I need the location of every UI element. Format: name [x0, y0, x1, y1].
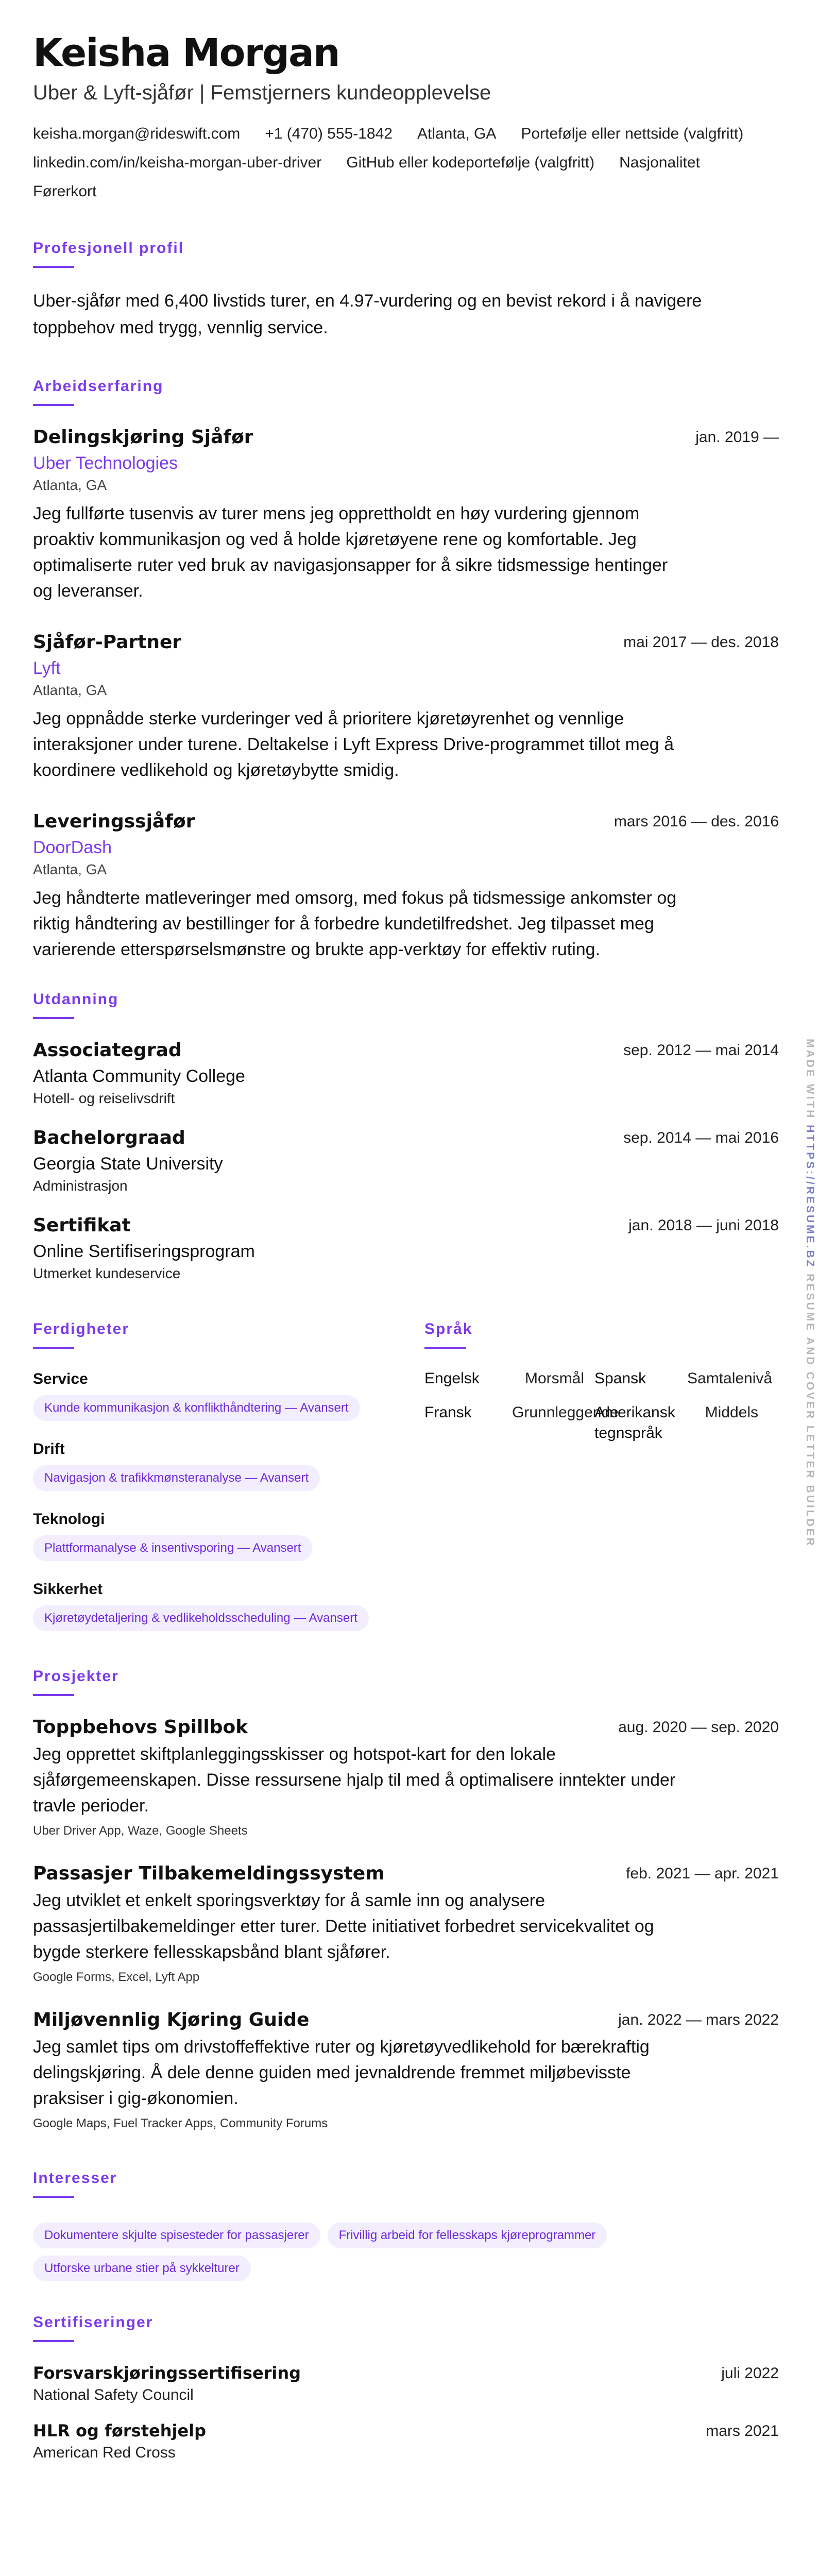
section-divider: [33, 1694, 74, 1696]
job-location: Atlanta, GA: [33, 682, 107, 698]
school: Online Sertifiseringsprogram: [33, 1242, 255, 1261]
job-location: Atlanta, GA: [33, 477, 107, 493]
profile-section: [33, 238, 779, 341]
projects-section: [33, 1666, 779, 2133]
project-title: Passasjer Tilbakemeldingssystem: [33, 1863, 385, 1884]
section-heading: Profesjonell profil: [33, 240, 184, 257]
contact-drivers-license: Førerkort: [33, 183, 97, 200]
section-heading: Språk: [424, 1320, 473, 1337]
resume-content: [33, 31, 779, 2477]
section-heading: Sertifiseringer: [33, 2314, 154, 2331]
skill-category: Service: [33, 1370, 88, 1387]
job-title: Leveringssjåfør: [33, 811, 195, 832]
certification-title: Forsvarskjøringssertifisering: [33, 2363, 301, 2383]
language-name: Fransk: [424, 1404, 472, 1421]
project-keywords: Google Forms, Excel, Lyft App: [33, 1970, 200, 1984]
candidate-title: Uber & Lyft-sjåfør | Femstjerners kundeopplevelse: [33, 81, 491, 104]
school: Georgia State University: [33, 1154, 223, 1174]
education-entry: [33, 1214, 779, 1284]
language-level: Middels: [705, 1404, 758, 1421]
certification-issuer: American Red Cross: [33, 2444, 176, 2461]
interest-chip: Utforske urbane stier på sykkelturer: [33, 2256, 251, 2281]
project-dates: aug. 2020 — sep. 2020: [618, 1719, 779, 1736]
employer: Uber Technologies: [33, 453, 178, 473]
interest-chip: Dokumentere skjulte spisesteder for passasjerer: [33, 2223, 320, 2248]
contact-phone[interactable]: +1 (470) 555-1842: [265, 125, 393, 142]
skill-category: Teknologi: [33, 1511, 105, 1528]
skills-languages-row: [33, 1319, 779, 1649]
project-keywords: Google Maps, Fuel Tracker Apps, Community Forums: [33, 2116, 328, 2130]
interest-chip: Frivillig arbeid for fellesskaps kjøreprogrammer: [328, 2223, 607, 2248]
education-dates: jan. 2018 — juni 2018: [628, 1217, 779, 1234]
skill-group: [33, 1579, 424, 1649]
certification-issuer: National Safety Council: [33, 2386, 194, 2403]
project-title: Miljøvennlig Kjøring Guide: [33, 2009, 310, 2030]
education-entry: [33, 1039, 779, 1109]
section-heading: Interesser: [33, 2170, 117, 2187]
language-level: Morsmål: [524, 1370, 584, 1387]
job-description: Jeg håndterte matleveringer med omsorg, med fokus på tidsmessige ankomster og riktig håndtering av bestillinger for å forbedre kundetilfredshet. Jeg tilpasset meg varierende etterspørselsmønstre og brukte app-verktøy for effektiv ruting.: [33, 888, 677, 959]
contact-email[interactable]: keisha.morgan@rideswift.com: [33, 125, 241, 142]
language-name: Amerikansk tegnspråk: [594, 1404, 675, 1442]
project-dates: jan. 2022 — mars 2022: [618, 2011, 779, 2028]
school: Atlanta Community College: [33, 1066, 245, 1086]
language-list: [424, 1368, 779, 1444]
field-of-study: Administrasjon: [33, 1178, 128, 1194]
skill-group: [33, 1368, 424, 1438]
language-name: Spansk: [594, 1370, 646, 1387]
job-dates: mars 2016 — des. 2016: [614, 813, 779, 830]
contact-portfolio[interactable]: Portefølje eller nettside (valgfritt): [521, 125, 744, 142]
contact-location: Atlanta, GA: [417, 125, 497, 142]
section-divider: [33, 2196, 74, 2198]
interests-section: [33, 2168, 779, 2283]
section-heading: Arbeidserfaring: [33, 378, 164, 395]
job-dates: jan. 2019 —: [695, 429, 779, 446]
job-title: Delingskjøring Sjåfør: [33, 427, 253, 448]
contact-linkedin[interactable]: linkedin.com/in/keisha-morgan-uber-driver: [33, 154, 322, 171]
skill-chip: Kjøretøydetaljering & vedlikeholdsscheduling — Avansert: [33, 1605, 369, 1631]
education-dates: sep. 2012 — mai 2014: [623, 1042, 779, 1059]
certification-date: juli 2022: [721, 2365, 779, 2382]
contact-list: [33, 123, 779, 203]
section-divider: [33, 266, 74, 268]
section-divider: [33, 2340, 74, 2342]
watermark-prefix: MADE WITH: [804, 1039, 816, 1120]
project-entry: [33, 1716, 779, 1840]
language-name: Engelsk: [424, 1370, 480, 1387]
watermark-link[interactable]: HTTPS://RESUME.BZ: [804, 1125, 816, 1269]
project-description: Jeg samlet tips om drivstoffeffektive ruter og kjøretøyvedlikehold for bærekraftig delingskjøring. Å dele denne guiden med jevnaldrende fremmet miljøbevisste praksiser i gig-økonomien.: [33, 2037, 650, 2108]
section-divider: [424, 1347, 466, 1349]
skill-category: Drift: [33, 1440, 65, 1458]
contact-github[interactable]: GitHub eller kodeportefølje (valgfritt): [346, 154, 595, 171]
skill-group: [33, 1438, 424, 1509]
skill-chip: Navigasjon & trafikkmønsteranalyse — Avansert: [33, 1465, 320, 1491]
field-of-study: Hotell- og reiselivsdrift: [33, 1090, 175, 1106]
job-dates: mai 2017 — des. 2018: [623, 634, 779, 651]
skill-group: [33, 1509, 424, 1579]
job-location: Atlanta, GA: [33, 861, 107, 877]
section-divider: [33, 1347, 74, 1349]
project-entry: [33, 1862, 779, 1987]
certification-entry: [33, 2362, 779, 2406]
experience-entry: [33, 810, 779, 962]
experience-entry: [33, 631, 779, 783]
employer: Lyft: [33, 658, 61, 678]
skill-chip: Plattformanalyse & insentivsporing — Avansert: [33, 1535, 312, 1561]
education-section: [33, 989, 779, 1284]
experience-section: [33, 376, 779, 962]
employer: DoorDash: [33, 838, 112, 857]
degree: Sertifikat: [33, 1215, 131, 1236]
skills-section: [33, 1319, 424, 1649]
contact-nationality: Nasjonalitet: [619, 154, 700, 171]
degree: Bachelorgraad: [33, 1127, 185, 1148]
section-divider: [33, 404, 74, 406]
job-description: Jeg oppnådde sterke vurderinger ved å prioritere kjøretøyrenhet og vennlige interaksjoner under turene. Deltakelse i Lyft Express Drive-programmet tillot meg å koordinere vedlikehold og kjøretøybytte smidig.: [33, 709, 674, 780]
field-of-study: Utmerket kundeservice: [33, 1265, 181, 1281]
project-keywords: Uber Driver App, Waze, Google Sheets: [33, 1824, 248, 1838]
resume-header: [33, 31, 779, 203]
project-description: Jeg opprettet skiftplanleggingsskisser og hotspot-kart for den lokale sjåførgemeenskapen. Disse ressursene hjalp til med å optimalisere inntekter under travle perioder.: [33, 1744, 676, 1816]
project-entry: [33, 2008, 779, 2133]
project-description: Jeg utviklet et enkelt sporingsverktøy for å samle inn og analysere passasjertilbakemeldinger etter turer. Dette initiativet forbedret servicekvalitet og bygde sterkere fellesskapsbånd blant sjåfører.: [33, 1891, 654, 1962]
language-level: Grunnleggende: [512, 1404, 619, 1421]
builder-watermark: [804, 1039, 816, 1548]
section-heading: Ferdigheter: [33, 1320, 130, 1337]
experience-entry: [33, 426, 779, 604]
languages-section: [424, 1319, 779, 1649]
certification-entry: [33, 2419, 779, 2464]
interest-list: [33, 2217, 779, 2283]
watermark-suffix: RESUME AND COVER LETTER BUILDER: [804, 1274, 816, 1548]
project-title: Toppbehovs Spillbok: [33, 1717, 248, 1738]
skill-chip: Kunde kommunikasjon & konflikthåndtering — Avansert: [33, 1395, 360, 1421]
profile-summary: Uber-sjåfør med 6,400 livstids turer, en 4.97-vurdering og en bevist rekord i å navigere toppbehov med trygg, vennlig service.: [33, 291, 702, 337]
education-dates: sep. 2014 — mai 2016: [623, 1129, 779, 1146]
certification-title: HLR og førstehjelp: [33, 2421, 207, 2441]
job-title: Sjåfør-Partner: [33, 632, 182, 653]
education-entry: [33, 1126, 779, 1196]
language-level: Samtalenivå: [687, 1370, 773, 1387]
section-divider: [33, 1017, 74, 1019]
skill-category: Sikkerhet: [33, 1581, 103, 1598]
certification-date: mars 2021: [706, 2422, 779, 2439]
candidate-name: Keisha Morgan: [33, 31, 339, 75]
project-dates: feb. 2021 — apr. 2021: [626, 1865, 779, 1882]
job-description: Jeg fullførte tusenvis av turer mens jeg opprettholdt en høy vurdering gjennom proaktiv kommunikasjon og ved å holde kjøretøyene rene og komfortable. Jeg optimaliserte ruter ved bruk av navigasjonsapper for å sikre tidsmessige hentinger og leveranser.: [33, 504, 668, 601]
degree: Associategrad: [33, 1040, 182, 1061]
section-heading: Prosjekter: [33, 1668, 119, 1685]
section-heading: Utdanning: [33, 991, 119, 1008]
certifications-section: [33, 2312, 779, 2464]
